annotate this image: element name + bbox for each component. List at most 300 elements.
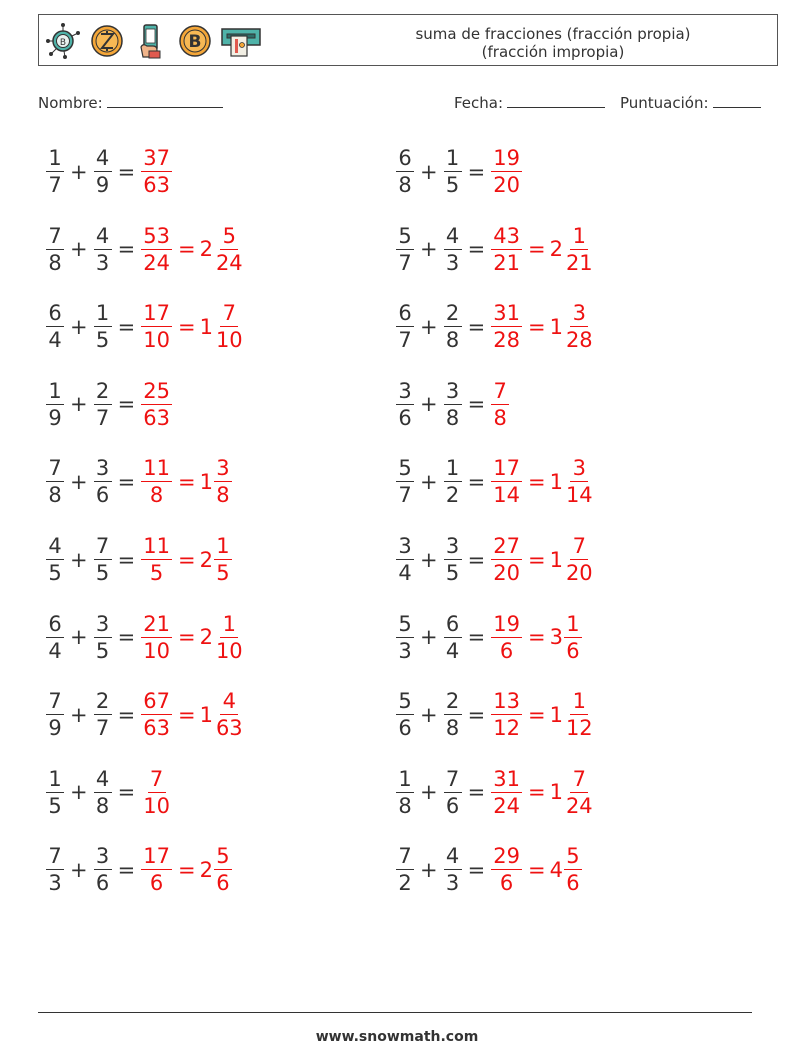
numerator: 7: [46, 456, 64, 482]
equals-sign: =: [117, 547, 136, 572]
mixed-fraction-part: [214, 612, 245, 663]
improper-fraction-answer: [491, 146, 522, 197]
denominator: 8: [48, 483, 62, 508]
denominator: 10: [215, 638, 243, 663]
numerator: 17: [493, 456, 520, 481]
mixed-fraction-part: [564, 301, 595, 352]
denominator: 63: [143, 405, 170, 430]
plus-sign: +: [420, 547, 438, 572]
equals-sign: =: [177, 547, 196, 572]
numerator: 19: [493, 611, 520, 636]
mixed-fraction-part: [214, 689, 245, 740]
equals-sign: =: [177, 314, 196, 339]
denominator: 5: [95, 328, 110, 353]
denominator: 8: [445, 405, 460, 430]
numerator: 2: [94, 689, 112, 715]
answer: [141, 456, 232, 507]
fraction-problem: [46, 456, 232, 507]
addend-fraction: [444, 379, 462, 430]
mixed-whole-part: 2: [549, 237, 563, 262]
equals-sign: =: [467, 392, 486, 417]
denominator: 63: [143, 716, 170, 741]
mixed-fraction-part: [564, 534, 595, 585]
mixed-whole-part: 2: [199, 857, 213, 882]
answer: [141, 146, 172, 197]
mixed-fraction-part: [214, 844, 232, 895]
date-blank[interactable]: [507, 93, 605, 108]
numerator: 5: [396, 456, 414, 482]
equals-sign: =: [467, 469, 486, 494]
improper-fraction-answer: [491, 379, 509, 430]
numerator: 11: [143, 456, 170, 481]
equals-sign: =: [177, 237, 196, 262]
answer: [491, 301, 594, 352]
fraction-problem: [46, 689, 245, 740]
numerator: 7: [570, 534, 588, 560]
addend-fraction: [94, 767, 112, 818]
denominator: 6: [398, 716, 412, 741]
addend-fraction: [396, 146, 414, 197]
score-blank[interactable]: [713, 93, 761, 108]
denominator: 7: [95, 405, 110, 430]
denominator: 8: [48, 250, 62, 275]
plus-sign: +: [70, 392, 88, 417]
plus-sign: +: [70, 237, 88, 262]
equals-sign: =: [177, 702, 196, 727]
denominator: 6: [445, 793, 460, 818]
equals-sign: =: [467, 159, 486, 184]
mixed-whole-part: 1: [549, 469, 563, 494]
atm-icon: [219, 21, 263, 61]
fraction-problem: [46, 301, 245, 352]
plus-sign: +: [420, 159, 438, 184]
improper-fraction-answer: [141, 612, 172, 663]
answer: [491, 844, 582, 895]
denominator: 8: [445, 716, 460, 741]
addend-fraction: [94, 146, 112, 197]
fraction-problem: [396, 844, 582, 895]
mixed-fraction-part: [214, 456, 232, 507]
numerator: 7: [444, 767, 462, 793]
equals-sign: =: [117, 625, 136, 650]
improper-fraction-answer: [141, 456, 172, 507]
plus-sign: +: [70, 780, 88, 805]
phone-payment-icon: [131, 21, 171, 61]
equals-sign: =: [177, 625, 196, 650]
addend-fraction: [444, 301, 462, 352]
mixed-whole-part: 1: [549, 780, 563, 805]
svg-text:B: B: [188, 32, 202, 52]
denominator: 8: [398, 793, 412, 818]
improper-fraction-answer: [141, 224, 172, 275]
denominator: 20: [565, 561, 593, 585]
equals-sign: =: [527, 547, 546, 572]
denominator: 24: [493, 793, 520, 818]
answer: [141, 301, 244, 352]
numerator: 4: [220, 689, 238, 715]
denominator: 8: [493, 405, 507, 430]
fraction-problem: [396, 534, 595, 585]
numerator: 43: [493, 223, 520, 248]
numerator: 4: [46, 534, 64, 560]
denominator: 7: [398, 483, 412, 508]
numerator: 3: [570, 456, 588, 482]
denominator: 21: [565, 250, 593, 275]
numerator: 5: [396, 612, 414, 638]
addend-fraction: [46, 612, 64, 663]
header-box: [38, 14, 778, 66]
equals-sign: =: [527, 237, 546, 262]
fraction-problem: [46, 379, 172, 430]
addend-fraction: [444, 534, 462, 585]
name-field[interactable]: [38, 93, 223, 112]
plus-sign: +: [70, 625, 88, 650]
equals-sign: =: [527, 314, 546, 339]
numerator: 3: [444, 379, 462, 405]
numerator: 67: [143, 689, 170, 714]
addend-fraction: [444, 146, 462, 197]
denominator: 10: [215, 328, 243, 353]
denominator: 6: [95, 483, 110, 508]
denominator: 7: [95, 716, 110, 741]
numerator: 6: [444, 612, 462, 638]
fraction-problem: [396, 456, 595, 507]
denominator: 6: [566, 638, 580, 663]
footer-divider: [38, 1012, 752, 1013]
numerator: 13: [493, 689, 520, 714]
mixed-fraction-part: [564, 456, 595, 507]
footer-url[interactable]: www.snowmath.com: [315, 1029, 479, 1045]
numerator: 3: [94, 456, 112, 482]
addend-fraction: [444, 456, 462, 507]
denominator: 3: [398, 638, 412, 663]
denominator: 3: [445, 871, 460, 896]
numerator: 7: [94, 534, 112, 560]
plus-sign: +: [70, 314, 88, 339]
addend-fraction: [94, 844, 112, 895]
equals-sign: =: [467, 625, 486, 650]
numerator: 2: [444, 301, 462, 327]
numerator: 3: [444, 534, 462, 560]
numerator: 31: [493, 766, 520, 791]
bitcoin-circuit-icon: [43, 21, 83, 61]
name-blank[interactable]: [107, 93, 223, 108]
numerator: 2: [444, 689, 462, 715]
denominator: 4: [48, 328, 62, 353]
numerator: 21: [143, 611, 170, 636]
denominator: 24: [565, 793, 593, 818]
numerator: 17: [143, 301, 170, 326]
numerator: 3: [94, 844, 112, 870]
fraction-problem: [46, 146, 172, 197]
improper-fraction-answer: [141, 844, 172, 895]
denominator: 2: [398, 871, 412, 896]
answer: [491, 146, 522, 197]
equals-sign: =: [467, 237, 486, 262]
numerator: 1: [46, 379, 64, 405]
numerator: 7: [46, 844, 64, 870]
denominator: 20: [493, 173, 520, 197]
equals-sign: =: [117, 314, 136, 339]
denominator: 6: [216, 871, 230, 896]
plus-sign: +: [420, 314, 438, 339]
improper-fraction-answer: [491, 689, 522, 740]
mixed-whole-part: 2: [199, 237, 213, 262]
fraction-problem: [46, 844, 232, 895]
addend-fraction: [444, 767, 462, 818]
answer: [141, 844, 232, 895]
numerator: 1: [564, 612, 582, 638]
addend-fraction: [94, 301, 112, 352]
addend-fraction: [396, 612, 414, 663]
denominator: 12: [565, 716, 593, 741]
denominator: 5: [95, 561, 110, 585]
worksheet-title: [369, 25, 737, 61]
addend-fraction: [396, 456, 414, 507]
denominator: 5: [216, 561, 230, 585]
answer: [491, 379, 509, 430]
equals-sign: =: [117, 469, 136, 494]
denominator: 63: [143, 173, 170, 197]
mixed-fraction-part: [564, 612, 582, 663]
numerator: 25: [143, 378, 170, 403]
addend-fraction: [46, 456, 64, 507]
title-line-1: suma de fracciones (fracción propia): [415, 25, 691, 43]
denominator: 7: [48, 173, 62, 197]
equals-sign: =: [177, 857, 196, 882]
zcash-coin-icon: [87, 21, 127, 61]
mixed-whole-part: 2: [199, 547, 213, 572]
numerator: 7: [491, 379, 509, 405]
denominator: 14: [565, 483, 593, 508]
bitcoin-coin-icon: [175, 21, 215, 61]
mixed-whole-part: 3: [549, 625, 563, 650]
addend-fraction: [46, 301, 64, 352]
icon-strip: [43, 21, 263, 61]
denominator: 6: [499, 638, 514, 663]
addend-fraction: [46, 689, 64, 740]
addend-fraction: [94, 224, 112, 275]
denominator: 24: [215, 250, 243, 275]
denominator: 63: [215, 716, 243, 741]
fraction-problem: [396, 146, 522, 197]
plus-sign: +: [420, 469, 438, 494]
fraction-problem: [46, 612, 245, 663]
answer: [141, 534, 232, 585]
plus-sign: +: [70, 702, 88, 727]
addend-fraction: [94, 456, 112, 507]
fraction-problem: [396, 379, 509, 430]
addend-fraction: [444, 844, 462, 895]
denominator: 3: [445, 250, 460, 275]
mixed-fraction-part: [564, 224, 595, 275]
equals-sign: =: [527, 857, 546, 882]
numerator: 4: [444, 224, 462, 250]
answer: [141, 379, 172, 430]
answer: [141, 224, 244, 275]
numerator: 3: [94, 612, 112, 638]
numerator: 6: [46, 612, 64, 638]
denominator: 10: [143, 638, 170, 663]
numerator: 4: [94, 767, 112, 793]
denominator: 6: [499, 871, 514, 896]
answer: [141, 767, 172, 818]
equals-sign: =: [467, 547, 486, 572]
answer: [141, 612, 244, 663]
numerator: 3: [570, 301, 588, 327]
equals-sign: =: [117, 392, 136, 417]
improper-fraction-answer: [491, 612, 522, 663]
addend-fraction: [46, 379, 64, 430]
denominator: 4: [398, 561, 412, 585]
numerator: 5: [214, 844, 232, 870]
fraction-problem: [396, 767, 595, 818]
plus-sign: +: [420, 625, 438, 650]
denominator: 6: [566, 871, 580, 896]
fraction-problem: [46, 534, 232, 585]
denominator: 7: [398, 250, 412, 275]
improper-fraction-answer: [141, 689, 172, 740]
numerator: 7: [396, 844, 414, 870]
plus-sign: +: [70, 159, 88, 184]
addend-fraction: [94, 379, 112, 430]
denominator: 6: [398, 405, 412, 430]
improper-fraction-answer: [491, 301, 522, 352]
mixed-fraction-part: [564, 689, 595, 740]
equals-sign: =: [117, 159, 136, 184]
mixed-whole-part: 1: [549, 547, 563, 572]
answer: [491, 689, 594, 740]
score-field[interactable]: [620, 93, 761, 112]
date-label: Fecha:: [454, 94, 504, 112]
equals-sign: =: [467, 702, 486, 727]
addend-fraction: [444, 612, 462, 663]
improper-fraction-answer: [141, 767, 172, 818]
mixed-whole-part: 1: [199, 469, 213, 494]
equals-sign: =: [527, 469, 546, 494]
addend-fraction: [46, 224, 64, 275]
addend-fraction: [396, 301, 414, 352]
name-label: Nombre:: [38, 94, 103, 112]
addend-fraction: [444, 689, 462, 740]
numerator: 5: [564, 844, 582, 870]
equals-sign: =: [467, 857, 486, 882]
denominator: 8: [216, 483, 230, 508]
denominator: 8: [398, 173, 412, 197]
mixed-fraction-part: [214, 534, 232, 585]
numerator: 6: [396, 146, 414, 172]
numerator: 1: [46, 146, 64, 172]
denominator: 4: [48, 638, 62, 663]
numerator: 4: [94, 224, 112, 250]
improper-fraction-answer: [141, 379, 172, 430]
mixed-fraction-part: [564, 844, 582, 895]
denominator: 5: [445, 561, 460, 585]
addend-fraction: [94, 534, 112, 585]
plus-sign: +: [70, 857, 88, 882]
mixed-fraction-part: [214, 301, 245, 352]
numerator: 1: [444, 456, 462, 482]
addend-fraction: [94, 612, 112, 663]
numerator: 5: [220, 224, 238, 250]
denominator: 3: [95, 250, 110, 275]
plus-sign: +: [420, 702, 438, 727]
date-field[interactable]: [454, 93, 605, 112]
addend-fraction: [444, 224, 462, 275]
denominator: 8: [149, 483, 164, 508]
equals-sign: =: [117, 237, 136, 262]
denominator: 8: [95, 793, 110, 818]
numerator: 19: [493, 146, 520, 170]
numerator: 37: [143, 146, 170, 170]
addend-fraction: [396, 767, 414, 818]
numerator: 17: [143, 844, 170, 869]
answer: [141, 689, 244, 740]
fraction-problem: [396, 689, 595, 740]
numerator: 7: [46, 689, 64, 715]
mixed-whole-part: 2: [199, 625, 213, 650]
addend-fraction: [396, 534, 414, 585]
mixed-whole-part: 4: [549, 857, 563, 882]
improper-fraction-answer: [491, 534, 522, 585]
equals-sign: =: [527, 780, 546, 805]
addend-fraction: [396, 379, 414, 430]
mixed-whole-part: 1: [199, 702, 213, 727]
fraction-problem: [396, 224, 595, 275]
equals-sign: =: [527, 625, 546, 650]
improper-fraction-answer: [141, 534, 172, 585]
mixed-whole-part: 1: [549, 702, 563, 727]
denominator: 10: [143, 793, 170, 818]
denominator: 12: [493, 716, 520, 741]
numerator: 1: [220, 612, 238, 638]
plus-sign: +: [420, 392, 438, 417]
numerator: 1: [444, 146, 462, 172]
improper-fraction-answer: [491, 224, 522, 275]
numerator: 29: [493, 844, 520, 869]
numerator: 4: [94, 146, 112, 172]
addend-fraction: [94, 689, 112, 740]
addend-fraction: [396, 224, 414, 275]
numerator: 5: [396, 224, 414, 250]
numerator: 31: [493, 301, 520, 326]
fraction-problem: [46, 224, 245, 275]
answer: [491, 767, 594, 818]
numerator: 2: [94, 379, 112, 405]
denominator: 10: [143, 328, 170, 353]
fraction-problem: [396, 612, 582, 663]
equals-sign: =: [467, 780, 486, 805]
numerator: 1: [214, 534, 232, 560]
addend-fraction: [396, 844, 414, 895]
numerator: 7: [148, 767, 166, 793]
numerator: 11: [143, 534, 170, 558]
answer: [491, 224, 594, 275]
addend-fraction: [46, 844, 64, 895]
addend-fraction: [46, 767, 64, 818]
denominator: 24: [143, 250, 170, 275]
denominator: 5: [149, 561, 164, 585]
numerator: 5: [396, 689, 414, 715]
denominator: 28: [565, 328, 593, 353]
fraction-problem: [396, 301, 595, 352]
denominator: 4: [445, 638, 460, 663]
svg-text:B: B: [59, 38, 67, 48]
numerator: 7: [570, 767, 588, 793]
denominator: 2: [445, 483, 460, 508]
equals-sign: =: [467, 314, 486, 339]
equals-sign: =: [177, 469, 196, 494]
